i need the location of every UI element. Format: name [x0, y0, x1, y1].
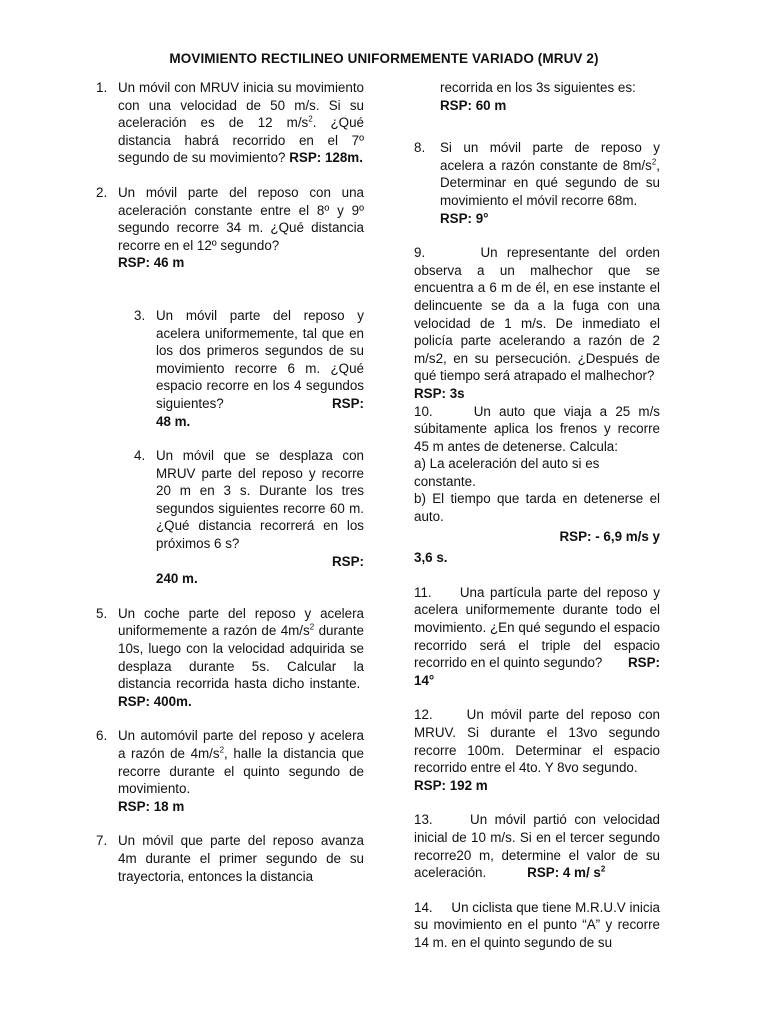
problem-14: [414, 899, 660, 952]
problem-text-cont: recorrida en los 3s siguientes es:: [440, 80, 636, 95]
answer-cont: 3,6 s.: [414, 550, 448, 566]
exponent: 2: [219, 745, 225, 755]
problem-text-cont: durante 10s, luego con la velocidad adquirida se desplaza durante 5s. Calcular la distancia recorrida hasta dicho instante.: [118, 623, 364, 692]
problem-text: Un ciclista que tiene M.R.U.V inicia su movimiento en el punto “A” y recorre 14 m. en el quinto segundo de su: [414, 899, 660, 950]
answer-label: RSP:: [332, 553, 364, 569]
problem-10: [414, 403, 660, 567]
problem-number: 10.: [414, 403, 433, 419]
page-title: MOVIMIENTO RECTILINEO UNIFORMEMENTE VARIADO (MRUV 2): [169, 51, 599, 66]
problem-number: 12.: [414, 707, 433, 723]
problem-number: 5.: [96, 605, 108, 621]
problem-6: [96, 727, 364, 815]
answer: RSP: 192 m: [414, 777, 488, 793]
exponent: 2: [309, 622, 315, 632]
answer: RSP: 46 m: [118, 255, 185, 271]
problem-number: 7.: [96, 833, 108, 849]
answer: RSP: 128m.: [289, 150, 363, 166]
problem-text-cont: . ¿Qué distancia habrá recorrido en el 7º segundo de su movimiento?: [118, 115, 364, 166]
sub-question-b: b) El tiempo que tarda en detenerse el auto.: [414, 491, 660, 525]
problem-5: [96, 605, 364, 711]
problem-number: 4.: [134, 448, 146, 464]
problem-number: 6.: [96, 728, 108, 744]
problem-text: Un móvil parte del reposo con una aceleración constante entre el 8º y 9º segundo recorre 34 m. ¿Qué distancia recorre en el 12º segundo?: [118, 184, 364, 253]
answer: 48 m.: [156, 413, 191, 429]
problem-3: [134, 307, 364, 430]
right-column: [414, 79, 660, 952]
problem-number: 11.: [414, 584, 432, 600]
answer: RSP: 60 m: [440, 97, 507, 113]
problem-text: Un móvil que se desplaza con MRUV parte del reposo y recorre 20 m en 3 s. Durante los tres segundos siguientes recorre 60 m. ¿Qué distancia recorrerá en los próximos 6 s?: [156, 448, 364, 552]
exponent: 2: [600, 864, 606, 874]
answer: 240 m.: [156, 571, 198, 587]
problem-7: [96, 832, 364, 885]
answer: 14°: [414, 672, 435, 688]
problem-9: [414, 244, 660, 402]
problem-7-continued: [440, 79, 660, 114]
answer: RSP: 400m.: [118, 693, 192, 709]
problem-number: 8.: [414, 140, 426, 156]
answer: RSP: 9°: [440, 210, 489, 226]
problem-1: [96, 79, 364, 167]
problem-text-cont: , halle la distancia que recorre durante el quinto segundo de movimiento.: [118, 746, 364, 797]
problem-number: 3.: [134, 307, 146, 323]
problem-4: [134, 447, 364, 588]
left-column: [96, 79, 364, 885]
problem-text: Un representante del orden observa a un malhechor que se encuentra a 6 m de él, en ese instante el delincuente se da a la fuga con una velocidad de 1 m/s. De inmediato el policía parte acelerando a razón de 2 m/s2, en su persecución. ¿Después de qué tiempo será atrapado el malhechor?: [414, 245, 661, 384]
problem-13: [414, 811, 660, 881]
answer-label: RSP:: [628, 655, 660, 671]
problem-text: Un móvil parte del reposo con MRUV. Si durante el 13vo segundo recorre 100m. Determinar el espacio recorrido entre el 4to. Y 8vo segundo.: [414, 707, 660, 776]
problem-number: 13.: [414, 812, 433, 828]
answer: RSP: 4 m/ s: [527, 865, 601, 881]
problem-text: Un móvil partió con velocidad inicial de 10 m/s. Si en el tercer segundo recorre20 m, determine el valor de su aceleración.: [414, 812, 660, 881]
exponent: 2: [651, 157, 657, 167]
answer: RSP: 18 m: [118, 798, 185, 814]
problem-text: Un automóvil parte del reposo y acelera a razón de 4m/s: [118, 728, 364, 761]
problem-text: Un coche parte del reposo y acelera uniformemente a razón de 4m/s: [118, 605, 364, 639]
problem-text: Un móvil que parte del reposo avanza 4m durante el primer segundo de su trayectoria, entonces la distancia: [118, 833, 364, 884]
problem-12: [414, 706, 660, 794]
problem-number: 9.: [414, 245, 426, 261]
answer: RSP: 3s: [414, 385, 465, 401]
problem-text: Un auto que viaja a 25 m/s súbitamente aplica los frenos y recorre 45 m antes de detenerse. Calcula:: [414, 403, 660, 454]
sub-question-a: a) La aceleración del auto si es constante.: [414, 456, 600, 489]
problem-8: [414, 139, 660, 227]
problem-text-cont: , Determinar en qué segundo de su movimiento el móvil recorre 68m.: [440, 157, 660, 208]
problem-text: Una partícula parte del reposo y acelera uniformemente durante todo el movimiento. ¿En qué segundo el espacio recorrido será el triple del espacio recorrido en el quinto segundo?: [414, 584, 661, 671]
problem-text: Un móvil parte del reposo y acelera uniformemente, tal que en los dos primeros segundos de su movimiento recorre 6 m. ¿Qué espacio recorre en los 4 segundos siguientes?: [156, 307, 364, 411]
exponent: 2: [308, 114, 313, 124]
problem-number: 2.: [96, 184, 108, 200]
problem-number: 1.: [96, 80, 108, 95]
answer: RSP: - 6,9 m/s y: [559, 528, 660, 544]
problem-2: [96, 184, 364, 272]
problem-number: 14.: [414, 899, 433, 915]
problem-11: [414, 584, 660, 690]
answer-label: RSP:: [332, 395, 364, 411]
problem-text: Si un móvil parte de reposo y acelera a razón constante de 8m/s: [440, 140, 660, 173]
problem-text: Un móvil con MRUV inicia su movimiento con una velocidad de 50 m/s. Si su aceleración es de 12 m/s: [118, 80, 364, 131]
